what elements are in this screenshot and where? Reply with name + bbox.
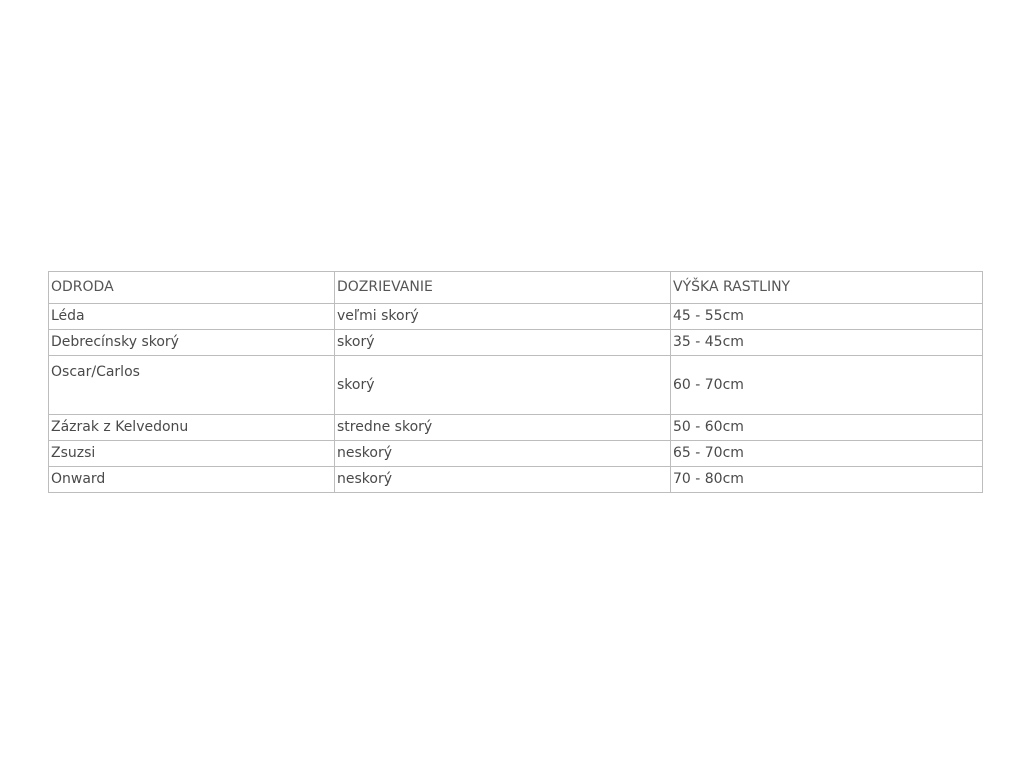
cell-variety: Onward xyxy=(49,467,335,493)
cell-ripening: veľmi skorý xyxy=(335,304,671,330)
table-header xyxy=(49,272,983,304)
header-plant-height: VÝŠKA RASTLINY xyxy=(671,272,983,304)
table-row xyxy=(49,304,983,330)
cell-variety: Oscar/Carlos xyxy=(49,356,335,415)
cell-ripening: neskorý xyxy=(335,467,671,493)
cell-plant-height: 70 - 80cm xyxy=(671,467,983,493)
cell-variety: Zsuzsi xyxy=(49,441,335,467)
cell-plant-height: 60 - 70cm xyxy=(671,356,983,415)
header-row xyxy=(49,272,983,304)
varieties-table xyxy=(48,271,983,493)
cell-variety: Debrecínsky skorý xyxy=(49,330,335,356)
cell-plant-height: 45 - 55cm xyxy=(671,304,983,330)
cell-ripening: skorý xyxy=(335,330,671,356)
table-row xyxy=(49,356,983,415)
table-row xyxy=(49,441,983,467)
cell-plant-height: 35 - 45cm xyxy=(671,330,983,356)
cell-variety: Léda xyxy=(49,304,335,330)
header-ripening: DOZRIEVANIE xyxy=(335,272,671,304)
cell-variety: Zázrak z Kelvedonu xyxy=(49,415,335,441)
table-row xyxy=(49,330,983,356)
cell-plant-height: 65 - 70cm xyxy=(671,441,983,467)
cell-ripening: neskorý xyxy=(335,441,671,467)
cell-ripening: stredne skorý xyxy=(335,415,671,441)
cell-plant-height: 50 - 60cm xyxy=(671,415,983,441)
header-variety: ODRODA xyxy=(49,272,335,304)
table-row xyxy=(49,467,983,493)
table-body xyxy=(49,304,983,493)
cell-ripening: skorý xyxy=(335,356,671,415)
table-row xyxy=(49,415,983,441)
